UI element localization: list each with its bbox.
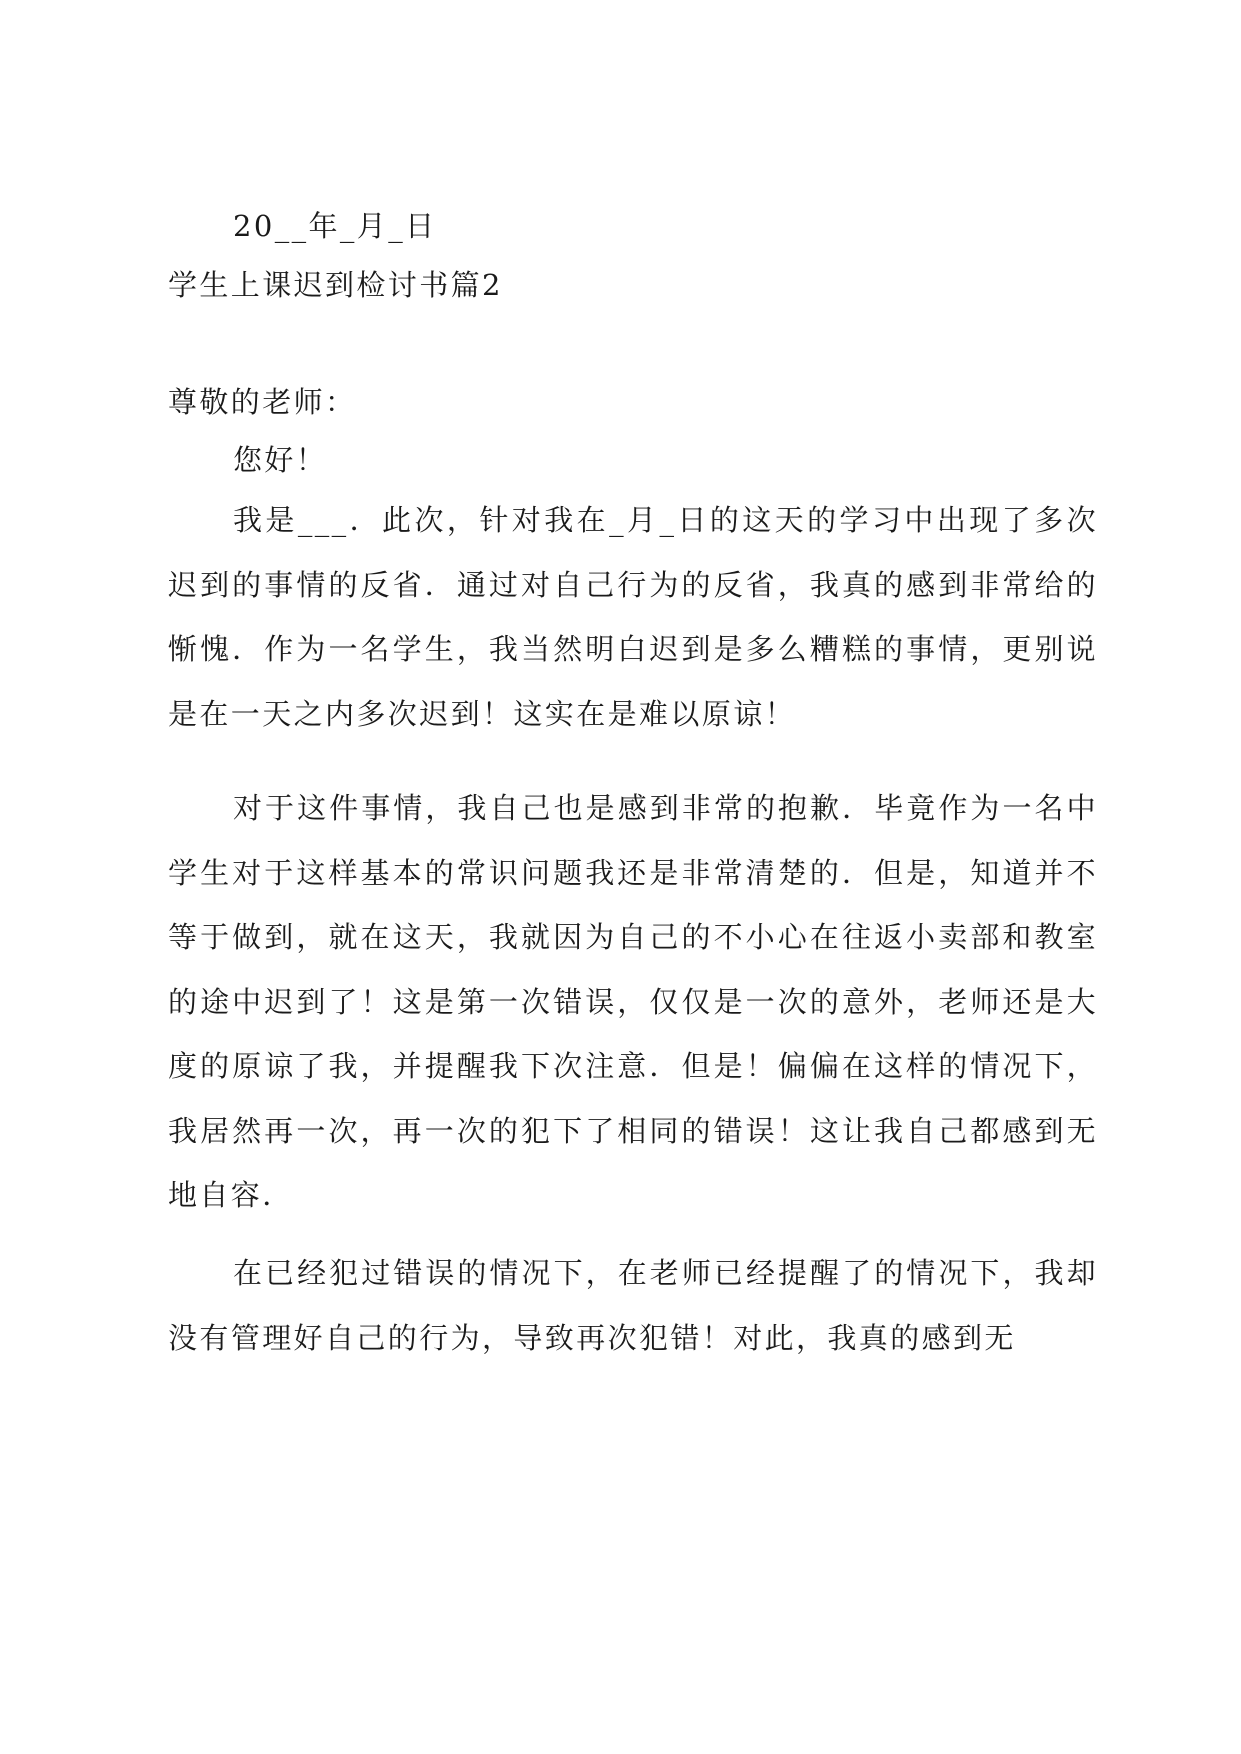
- date-line: 20__年_月_日: [233, 209, 437, 243]
- greeting: 您好！: [233, 443, 328, 477]
- paragraph-3: 在已经犯过错误的情况下，在老师已经提醒了的情况下，我却没有管理好自己的行为，导致再次犯错！对此，我真的感到无: [168, 1256, 1098, 1355]
- paragraph-1: 我是___．此次，针对我在_月_日的这天的学习中出现了多次迟到的事情的反省．通过对自己行为的反省，我真的感到非常给的惭愧．作为一名学生，我当然明白迟到是多么糟糕的事情，更别说是在一天之内多次迟到！这实在是难以原谅！: [168, 503, 1098, 731]
- salutation: 尊敬的老师：: [168, 385, 357, 419]
- paragraph-2: 对于这件事情，我自己也是感到非常的抱歉．毕竟作为一名中学生对于这样基本的常识问题我还是非常清楚的．但是，知道并不等于做到，就在这天，我就因为自己的不小心在往返小卖部和教室的途中迟到了！这是第一次错误，仅仅是一次的意外，老师还是大度的原谅了我，并提醒我下次注意．但是！偏偏在这样的情况下，我居然再一次，再一次的犯下了相同的错误！这让我自己都感到无地自容．: [168, 791, 1098, 1212]
- document-title: 学生上课迟到检讨书篇2: [168, 268, 503, 302]
